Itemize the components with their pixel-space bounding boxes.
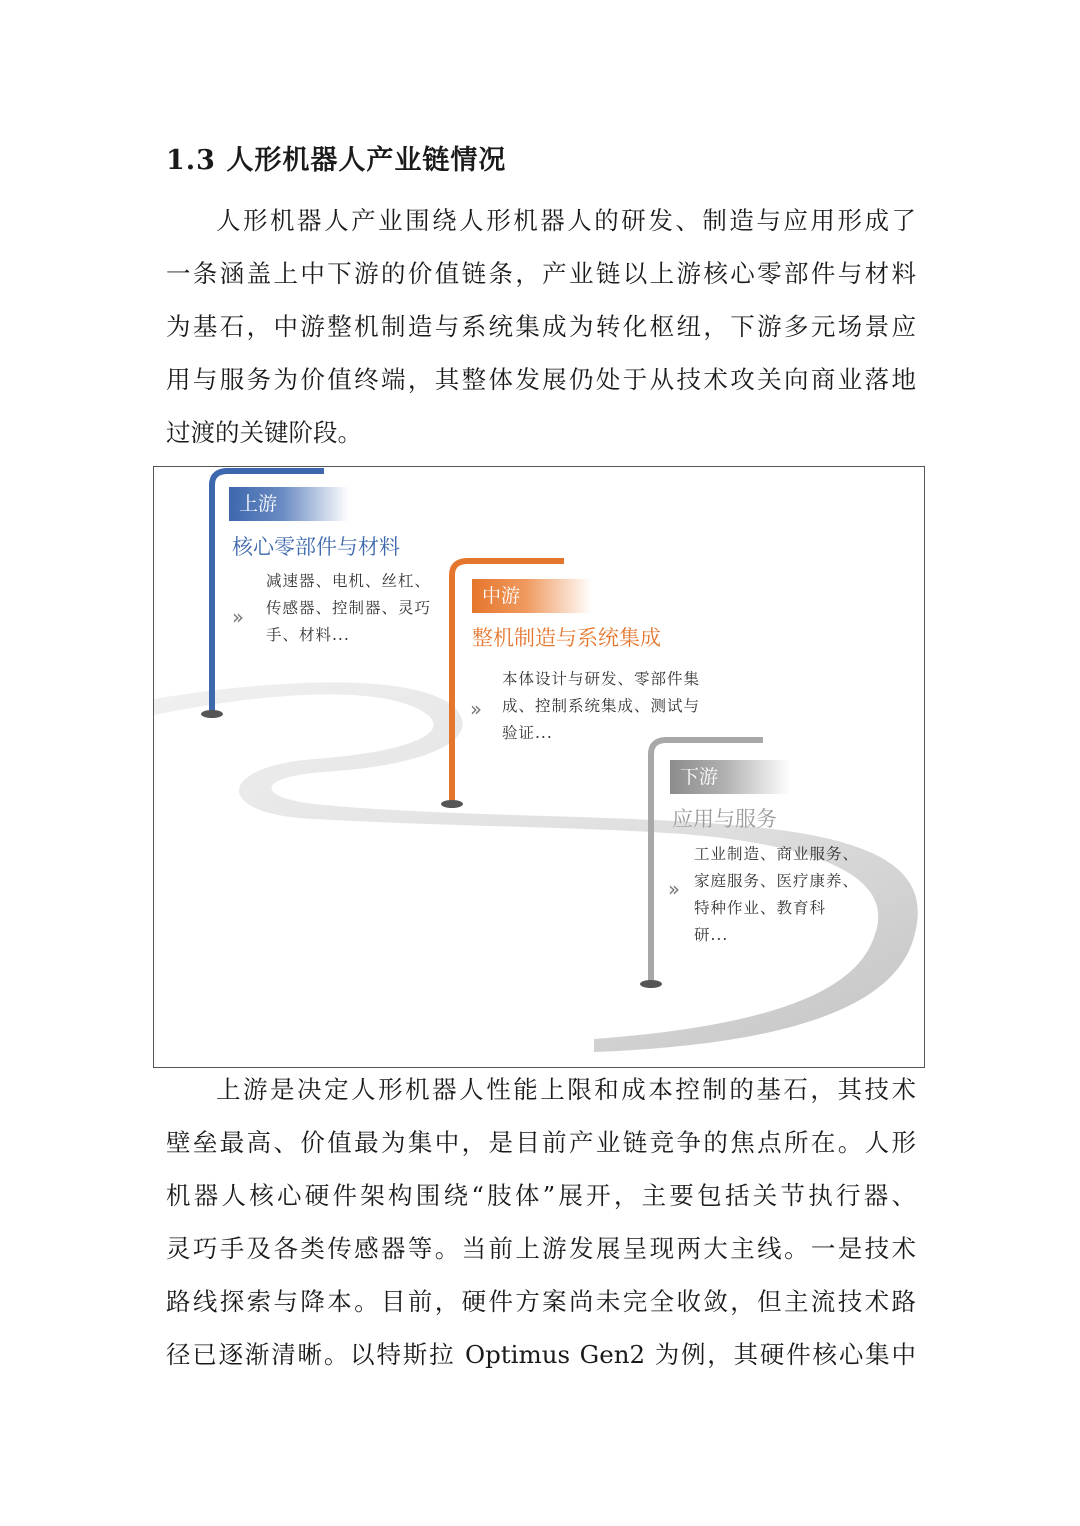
midstream-desc-line: 本体设计与研发、零部件集	[502, 670, 701, 688]
double-chevron-right-icon: ››	[232, 605, 240, 629]
upstream-desc-line: 手、材料...	[266, 626, 350, 644]
upstream-pole-base	[201, 710, 223, 718]
paragraph-line: 壁垒最高、价值最为集中，是目前产业链竞争的焦点所在。人形	[166, 1128, 916, 1157]
downstream-desc	[694, 841, 859, 949]
paragraph-line: 为基石，中游整机制造与系统集成为转化枢纽，下游多元场景应	[166, 312, 916, 341]
downstream-title: 应用与服务	[672, 807, 777, 831]
double-chevron-right-icon: ››	[668, 877, 676, 901]
downstream-pole-base	[640, 980, 662, 988]
paragraph-line: 一条涵盖上中下游的价值链条，产业链以上游核心零部件与材料	[166, 259, 916, 288]
paragraph-line: 用与服务为价值终端，其整体发展仍处于从技术攻关向商业落地	[166, 365, 916, 394]
paragraph-line: 径已逐渐清晰。以特斯拉 Optimus Gen2 为例，其硬件核心集中	[166, 1340, 916, 1369]
upstream-desc-line: 减速器、电机、丝杠、	[266, 572, 432, 590]
section-heading: 1.3 人形机器人产业链情况	[166, 145, 507, 176]
upstream-desc-line: 传感器、控制器、灵巧	[266, 599, 432, 617]
midstream-desc	[502, 666, 700, 747]
upstream-desc	[266, 568, 431, 649]
upstream-tag: 上游	[229, 487, 349, 521]
midstream-tag: 中游	[472, 579, 592, 613]
paragraph-line: 上游是决定人形机器人性能上限和成本控制的基石，其技术	[216, 1075, 916, 1104]
paragraph-line: 过渡的关键阶段。	[166, 418, 362, 447]
paragraph-line: 灵巧手及各类传感器等。当前上游发展呈现两大主线。一是技术	[166, 1234, 916, 1263]
downstream-desc-line: 研...	[694, 926, 729, 944]
midstream-title: 整机制造与系统集成	[472, 626, 661, 650]
double-chevron-right-icon: ››	[470, 697, 478, 721]
upstream-title: 核心零部件与材料	[232, 535, 400, 559]
downstream-desc-line: 家庭服务、医疗康养、	[694, 872, 860, 890]
industry-chain-diagram	[153, 466, 925, 1068]
downstream-tag: 下游	[670, 760, 790, 794]
midstream-pole-base	[441, 800, 463, 808]
midstream-desc-line: 成、控制系统集成、测试与	[502, 697, 701, 715]
downstream-desc-line: 工业制造、商业服务、	[694, 845, 860, 863]
paragraph-line: 路线探索与降本。目前，硬件方案尚未完全收敛，但主流技术路	[166, 1287, 916, 1316]
midstream-desc-line: 验证...	[502, 724, 553, 742]
upstream-paragraph	[166, 1063, 916, 1381]
paragraph-line: 人形机器人产业围绕人形机器人的研发、制造与应用形成了	[216, 206, 916, 235]
downstream-desc-line: 特种作业、教育科	[694, 899, 827, 917]
paragraph-line: 机器人核心硬件架构围绕“肢体”展开，主要包括关节执行器、	[166, 1181, 916, 1210]
intro-paragraph	[166, 194, 916, 459]
